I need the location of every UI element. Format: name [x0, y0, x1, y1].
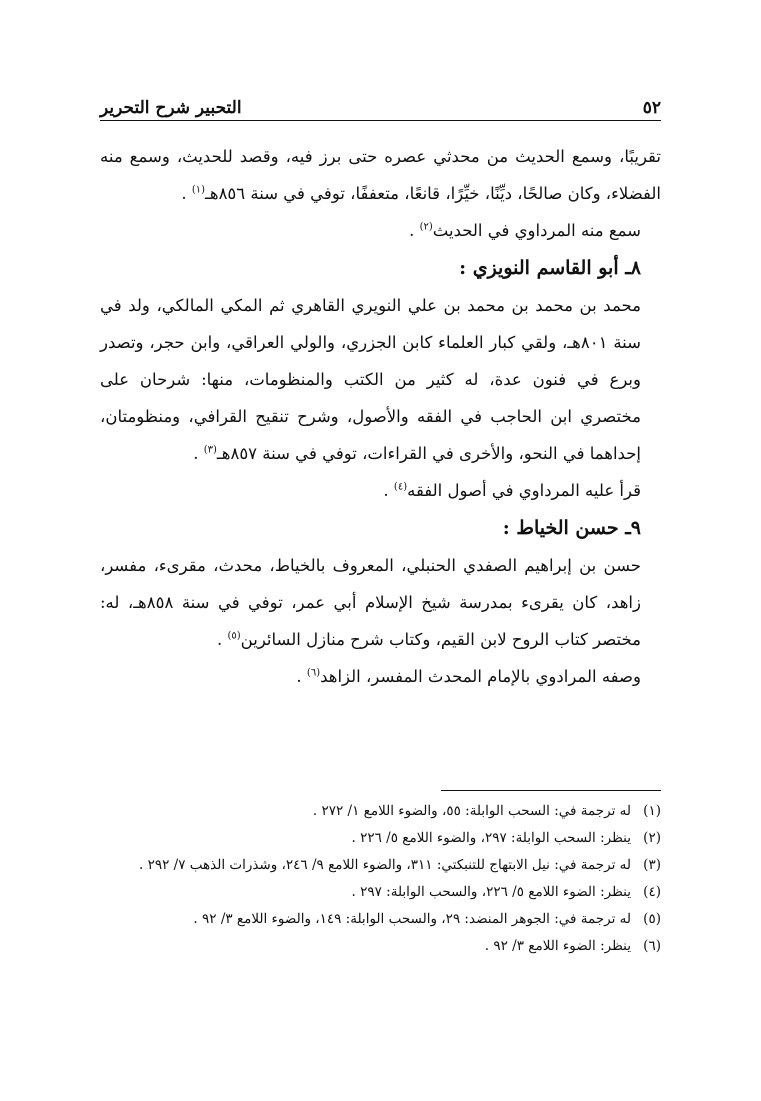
footnotes	[100, 798, 661, 960]
footnote-ref-4: (٤)	[393, 481, 408, 493]
page-number: ٥٢	[642, 98, 661, 118]
footnote-1	[100, 798, 661, 825]
header-rule	[100, 120, 661, 121]
footnote-text: ينظر: الضوء اللامع ٣/ ٩٢ .	[484, 938, 631, 954]
main-text	[100, 138, 661, 695]
footnote-text: ينظر: السحب الوابلة: ٢٩٧، والضوء اللامع ٥/ ٢٢٦ .	[351, 830, 631, 846]
footnote-2	[100, 825, 661, 852]
footnote-3	[100, 852, 661, 879]
footnote-text: ينظر: الضوء اللامع ٥/ ٢٢٦، والسحب الوابلة: ٢٩٧ .	[351, 884, 631, 900]
footnote-ref-5: (٥)	[227, 630, 241, 642]
paragraph-3: محمد بن محمد بن محمد بن علي النويري القاهري ثم المكي المالكي، ولد في سنة ٨٠١هـ، ولقي كبار العلماء كابن الجزري، والولي العراقي، وابن حجر، وتصدر وبرع في فنون عدة، له كثير من الكتب والمنظومات، منها: شرحان على مختصري ابن الحاجب في الفقه والأصول، وشرح تنقيح القرافي، ومنظومتان، إحداهما في النحو، والأخرى في القراءات، توفي في سنة ٨٥٧هـ$^{(٣)}$ .	[100, 296, 641, 463]
footnote-text: له ترجمة في: السحب الوابلة: ٥٥، والضوء اللامع ١/ ٢٧٢ .	[312, 803, 631, 819]
footnote-rule	[441, 790, 661, 791]
footnote-text: له ترجمة في: نيل الابتهاج للتنبكتي: ٣١١، والضوء اللامع ٩/ ٢٤٦، وشذرات الذهب ٧/ ٢٩٢ .	[138, 857, 631, 873]
footnote-number: (٦)	[643, 938, 661, 954]
section-heading-9: ٩ـ حسن الخياط :	[502, 517, 641, 539]
paragraph-2: سمع منه المرداوي في الحديث$^{(٢)}$ .	[409, 221, 641, 240]
footnote-number: (٣)	[643, 857, 661, 873]
footnote-6	[100, 933, 661, 960]
running-title: التحبير شرح التحرير	[100, 98, 242, 118]
footnote-ref-2: (٢)	[419, 221, 433, 233]
footnote-number: (٤)	[643, 884, 661, 900]
footnote-ref-1: (١)	[191, 184, 206, 196]
paragraph-6: وصفه المرادوي بالإمام المحدث المفسر، الزاهد$^{(٦)}$ .	[296, 667, 641, 686]
paragraph-5: حسن بن إبراهيم الصفدي الحنبلي، المعروف بالخياط، محدث، مقرىء، مفسر، زاهد، كان يقرىء بمدرسة شيخ الإسلام أبي عمر، توفي في سنة ٨٥٨هـ، له: مختصر كتاب الروح لابن القيم، وكتاب شرح منازل السائرين$^{(٥)}$ .	[100, 556, 641, 649]
footnote-text: له ترجمة في: الجوهر المنضد: ٢٩، والسحب الوابلة: ١٤٩، والضوء اللامع ٣/ ٩٢ .	[193, 911, 631, 927]
footnote-ref-6: (٦)	[306, 667, 321, 679]
paragraph-4: قرأ عليه المرداوي في أصول الفقه$^{(٤)}$ .	[383, 481, 641, 500]
footnote-number: (٥)	[643, 911, 661, 927]
footnote-number: (١)	[643, 803, 661, 819]
paragraph-1: تقريبًا، وسمع الحديث من محدثي عصره حتى برز فيه، وقصد للحديث، وسمع منه الفضلاء، وكان صالحًا، ديِّنًا، خيِّرًا، قانعًا، متعففًا، توفي في سنة ٨٥٦هـ$^{(١)}$ .	[100, 147, 661, 203]
section-heading-8: ٨ـ أبو القاسم النويزي :	[459, 257, 641, 279]
footnote-number: (٢)	[643, 830, 661, 846]
footnote-5	[100, 906, 661, 933]
running-head	[100, 84, 661, 118]
footnote-ref-3: (٣)	[203, 444, 217, 456]
footnote-4	[100, 879, 661, 906]
